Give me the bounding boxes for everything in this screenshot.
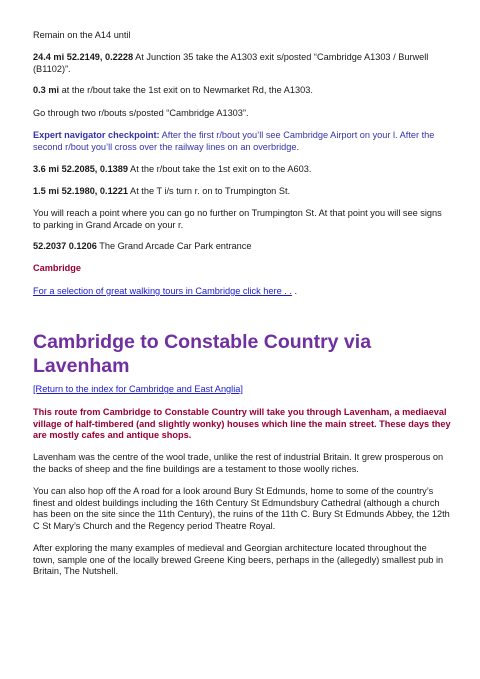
return-index-link[interactable]: [Return to the index for Cambridge and East Anglia] [33,384,243,394]
t-junction-line [33,186,451,198]
expert-checkpoint [33,130,451,153]
t-junction-coords: 1.5 mi 52.1980, 0.1221 [33,186,129,196]
reach-text: You will reach a point where you can go no further on Trumpington St. At that point you will see signs to parking in Grand Arcade on your r. [33,208,442,230]
bury-paragraph [33,486,451,532]
cambridge-heading [33,263,451,275]
two-rbouts-text: Go through two r/bouts s/posted “Cambridge A1303”. [33,108,249,118]
section-title: Cambridge to Constable Country via Lavenham [33,331,372,377]
arcade-line [33,241,451,253]
expert-checkpoint-text: After the first r/bout you’ll see Cambridge Airport on your l. After the second r/bout you’ll cross over the railway lines on an overbridge. [33,130,435,152]
walking-tours-after: . [291,286,298,296]
rbout-1-text: at the r/bout take the 1st exit on to Newmarket Rd, the A1303. [59,85,313,95]
a603-line [33,164,451,176]
junction-35-text: At Junction 35 take the A1303 exit s/posted “Cambridge A1303 / Burwell (B1102)”. [33,52,429,74]
intro-text: This route from Cambridge to Constable Country will take you through Lavenham, a mediaeval village of half-timbered (and slightly wonky) houses which line the main street. These days they are mostly cafes and antique shops. [33,407,451,441]
arcade-coords: 52.2037 0.1206 [33,241,97,251]
return-line [33,384,451,396]
two-rbouts-line [33,108,451,120]
nutshell-text: After exploring the many examples of medieval and Georgian architecture located throughout the town, sample one of the locally brewed Greene King beers, perhaps in the (allegedly) smallest pub in Britain, The Nutshell. [33,543,444,577]
expert-checkpoint-label: Expert navigator checkpoint: [33,130,160,140]
rbout-1-distance: 0.3 mi [33,85,60,95]
t-junction-text: At the T i/s turn r. on to Trumpington St. [128,186,291,196]
bury-text: You can also hop off the A road for a look around Bury St Edmunds, home to some of the country’s finest and oldest buildings including the 16th Century St Edmundsbury Cathedral (although a church has been on the site since the 11th Century), the ruins of the 11th C. Bury St Edmunds Abbey, the 12th C St Mary’s Church and the Regency period Theatre Royal. [33,486,450,531]
walking-tours-line [33,286,451,298]
reach-paragraph [33,208,451,231]
cambridge-heading-text: Cambridge [33,263,81,273]
lavenham-text: Lavenham was the centre of the wool trade, unlike the rest of industrial Britain. It grew prosperous on the backs of sheep and the fine buildings are a testament to those woolly riches. [33,452,444,474]
remain-text: Remain on the A14 until [33,30,131,40]
intro-paragraph [33,407,451,442]
remain-line [33,30,451,42]
junction-35-coords: 24.4 mi 52.2149, 0.2228 [33,52,134,62]
a603-text: At the r/bout take the 1st exit on to the A603. [128,164,312,174]
lavenham-paragraph [33,452,451,475]
arcade-text: The Grand Arcade Car Park entrance [96,241,252,251]
nutshell-paragraph [33,543,451,578]
junction-35-line [33,52,451,75]
rbout-1-line [33,85,451,97]
walking-tours-link[interactable]: For a selection of great walking tours in Cambridge click here . . [33,286,292,296]
a603-coords: 3.6 mi 52.2085, 0.1389 [33,164,129,174]
